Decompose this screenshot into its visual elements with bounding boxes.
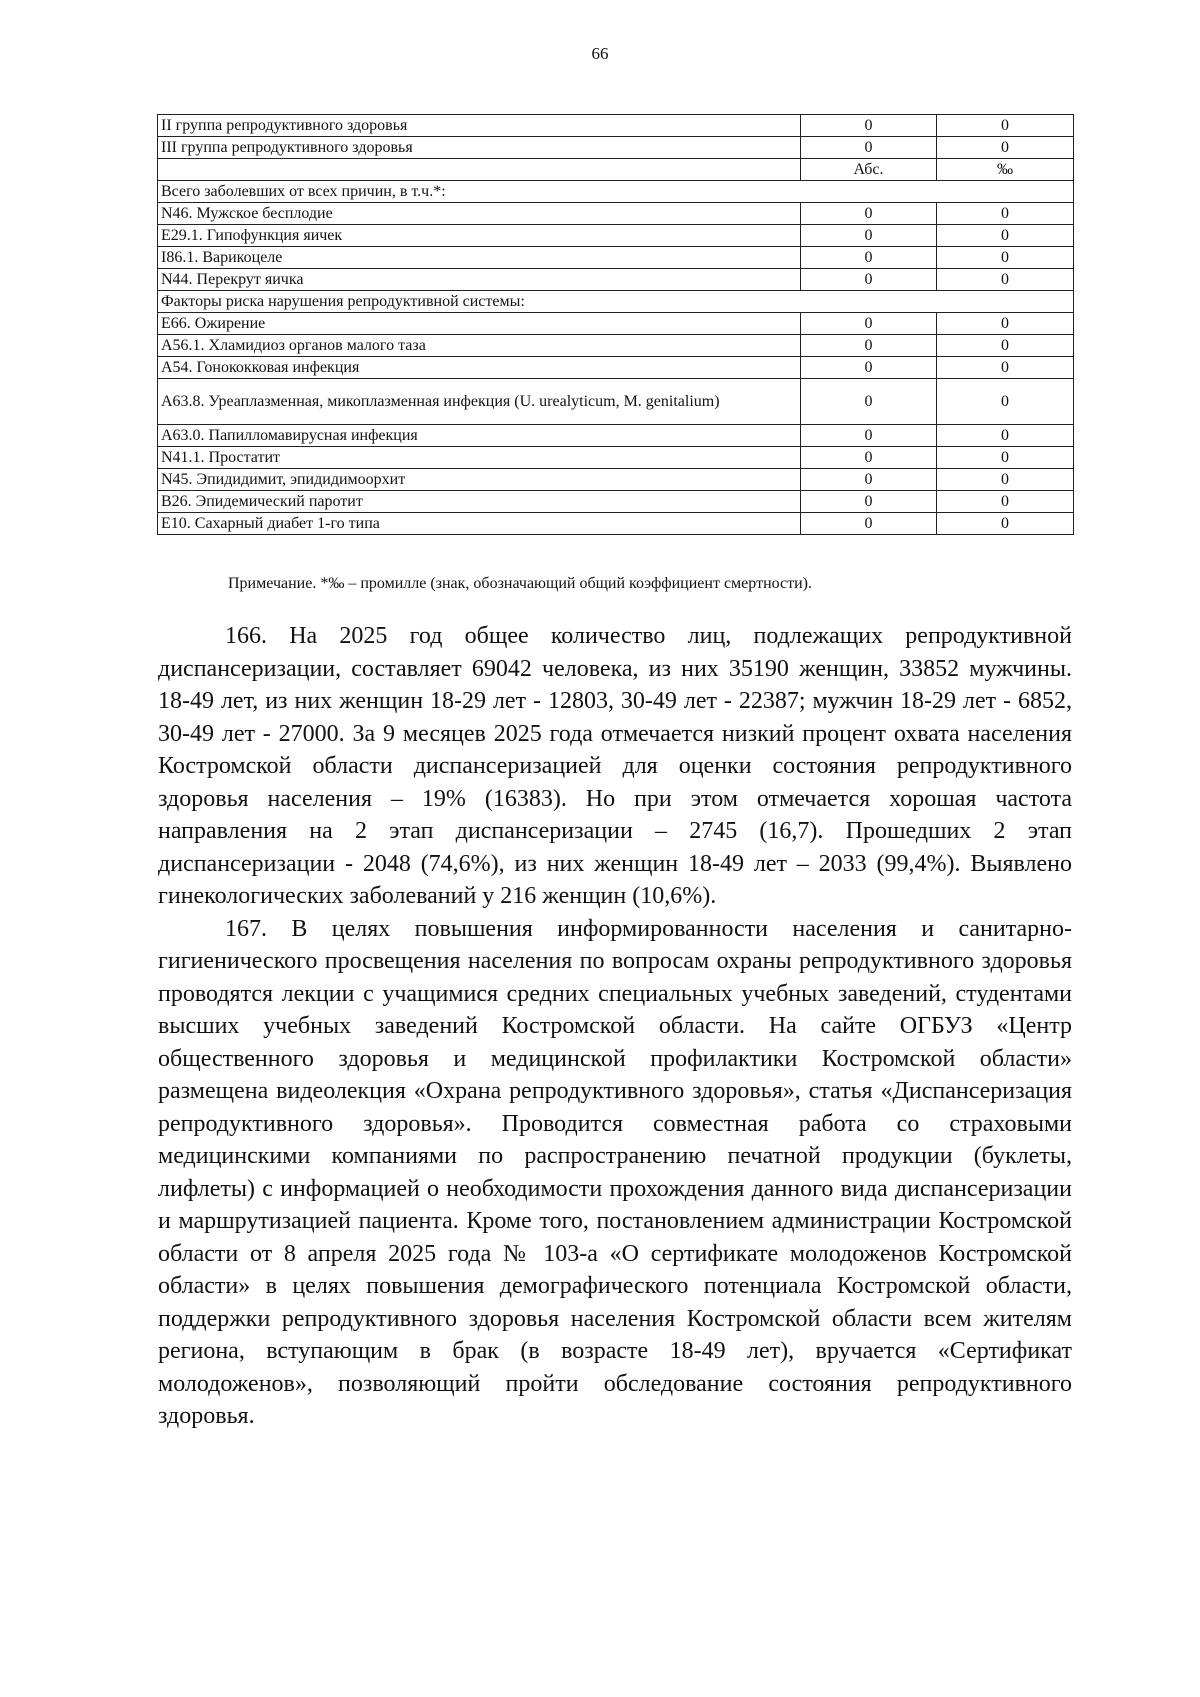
row-label-cell: N45. Эпидидимит, эпидидимоорхит bbox=[158, 469, 801, 491]
row-label-cell: N41.1. Простатит bbox=[158, 447, 801, 469]
permille-value-cell: 0 bbox=[937, 313, 1074, 335]
row-label-cell: Е10. Сахарный диабет 1-го типа bbox=[158, 513, 801, 535]
row-label-cell: Е29.1. Гипофункция яичек bbox=[158, 225, 801, 247]
table-row bbox=[158, 335, 1074, 357]
table-row bbox=[158, 513, 1074, 535]
abs-value-cell: 0 bbox=[801, 225, 937, 247]
section-header-cell: Всего заболевших от всех причин, в т.ч.*: bbox=[158, 181, 1074, 203]
table-row bbox=[158, 469, 1074, 491]
abs-value-cell: 0 bbox=[801, 335, 937, 357]
abs-value-cell: 0 bbox=[801, 447, 937, 469]
abs-value-cell: 0 bbox=[801, 469, 937, 491]
table-row bbox=[158, 225, 1074, 247]
table-row bbox=[158, 137, 1074, 159]
row-label-cell: N46. Мужское бесплодие bbox=[158, 203, 801, 225]
row-label-cell: N44. Перекрут яичка bbox=[158, 269, 801, 291]
reproductive-health-table bbox=[157, 114, 1074, 535]
abs-value-cell: 0 bbox=[801, 247, 937, 269]
page-number: 66 bbox=[591, 44, 609, 63]
table-row bbox=[158, 115, 1074, 137]
permille-value-cell: 0 bbox=[937, 269, 1074, 291]
row-label-cell bbox=[158, 159, 801, 181]
abs-value-cell: 0 bbox=[801, 357, 937, 379]
permille-value-cell: 0 bbox=[937, 379, 1074, 425]
table-row bbox=[158, 291, 1074, 313]
abs-value-cell: 0 bbox=[801, 379, 937, 425]
table-note: Примечание. *‰ – промилле (знак, обозначающий общий коэффициент смертности). bbox=[228, 575, 813, 592]
body-text bbox=[158, 620, 1072, 1433]
table-row bbox=[158, 203, 1074, 225]
permille-value-cell: 0 bbox=[937, 115, 1074, 137]
permille-value-cell: 0 bbox=[937, 247, 1074, 269]
permille-value-cell: 0 bbox=[937, 469, 1074, 491]
permille-value-cell: 0 bbox=[937, 335, 1074, 357]
abs-value-cell: 0 bbox=[801, 513, 937, 535]
row-label-cell: А63.0. Папилломавирусная инфекция bbox=[158, 425, 801, 447]
table-row bbox=[158, 159, 1074, 181]
row-label-cell: II группа репродуктивного здоровья bbox=[158, 115, 801, 137]
table-row bbox=[158, 491, 1074, 513]
abs-value-cell: 0 bbox=[801, 137, 937, 159]
table-row bbox=[158, 181, 1074, 203]
abs-value-cell: 0 bbox=[801, 115, 937, 137]
abs-value-cell: 0 bbox=[801, 203, 937, 225]
table-row bbox=[158, 447, 1074, 469]
row-label-cell: В26. Эпидемический паротит bbox=[158, 491, 801, 513]
paragraph-166: 166. На 2025 год общее количество лиц, подлежащих репродуктивной диспансеризации, составляет 69042 человека, из них 35190 женщин, 33852 мужчины. 18-49 лет, из них женщин 18-29 лет - 12803, 30-49 лет - 22387; мужчин 18-29 лет - 6852, 30-49 лет - 27000. За 9 месяцев 2025 года отмечается низкий процент охвата населения Костромской области диспансеризацией для оценки состояния репродуктивного здоровья населения – 19% (16383). Но при этом отмечается хорошая частота направления на 2 этап диспансеризации – 2745 (16,7). Прошедших 2 этап диспансеризации - 2048 (74,6%), из них женщин 18-49 лет – 2033 (99,4%). Выявлено гинекологических заболеваний у 216 женщин (10,6%). bbox=[158, 623, 1072, 909]
abs-value-cell: 0 bbox=[801, 491, 937, 513]
permille-value-cell: 0 bbox=[937, 225, 1074, 247]
permille-value-cell: 0 bbox=[937, 425, 1074, 447]
column-header-abs: Абс. bbox=[801, 159, 937, 181]
row-label-cell: А63.8. Уреаплазменная, микоплазменная инфекция (U. urealyticum, M. genitalium) bbox=[158, 379, 801, 425]
table-row bbox=[158, 357, 1074, 379]
row-label-cell: III группа репродуктивного здоровья bbox=[158, 137, 801, 159]
table-row bbox=[158, 425, 1074, 447]
table-row bbox=[158, 247, 1074, 269]
table-row bbox=[158, 379, 1074, 425]
permille-value-cell: 0 bbox=[937, 447, 1074, 469]
abs-value-cell: 0 bbox=[801, 313, 937, 335]
permille-value-cell: 0 bbox=[937, 137, 1074, 159]
table-row bbox=[158, 313, 1074, 335]
permille-value-cell: 0 bbox=[937, 513, 1074, 535]
column-header-permille: ‰ bbox=[937, 159, 1074, 181]
permille-value-cell: 0 bbox=[937, 491, 1074, 513]
row-label-cell: А54. Гонококковая инфекция bbox=[158, 357, 801, 379]
permille-value-cell: 0 bbox=[937, 357, 1074, 379]
row-label-cell: I86.1. Варикоцеле bbox=[158, 247, 801, 269]
abs-value-cell: 0 bbox=[801, 425, 937, 447]
section-header-cell: Факторы риска нарушения репродуктивной системы: bbox=[158, 291, 1074, 313]
row-label-cell: Е66. Ожирение bbox=[158, 313, 801, 335]
table-row bbox=[158, 269, 1074, 291]
permille-value-cell: 0 bbox=[937, 203, 1074, 225]
abs-value-cell: 0 bbox=[801, 269, 937, 291]
paragraph-167: 167. В целях повышения информированности населения и санитарно-гигиенического просвещения населения по вопросам охраны репродуктивного здоровья проводятся лекции с учащимися средних специальных учебных заведений, студентами высших учебных заведений Костромской области. На сайте ОГБУЗ «Центр общественного здоровья и медицинской профилактики Костромской области» размещена видеолекция «Охрана репродуктивного здоровья», статья «Диспансеризация репродуктивного здоровья». Проводится совместная работа со страховыми медицинскими компаниями по распространению печатной продукции (буклеты, лифлеты) с информацией о необходимости прохождения данного вида диспансеризации и маршрутизацией пациента. Кроме того, постановлением администрации Костромской области от 8 апреля 2025 года № 103-а «О сертификате молодоженов Костромской области» в целях повышения демографического потенциала Костромской области, поддержки репродуктивного здоровья населения Костромской области всем жителям региона, вступающим в брак (в возрасте 18-49 лет), вручается «Сертификат молодоженов», позволяющий пройти обследование состояния репродуктивного здоровья. bbox=[158, 915, 1072, 1429]
row-label-cell: А56.1. Хламидиоз органов малого таза bbox=[158, 335, 801, 357]
